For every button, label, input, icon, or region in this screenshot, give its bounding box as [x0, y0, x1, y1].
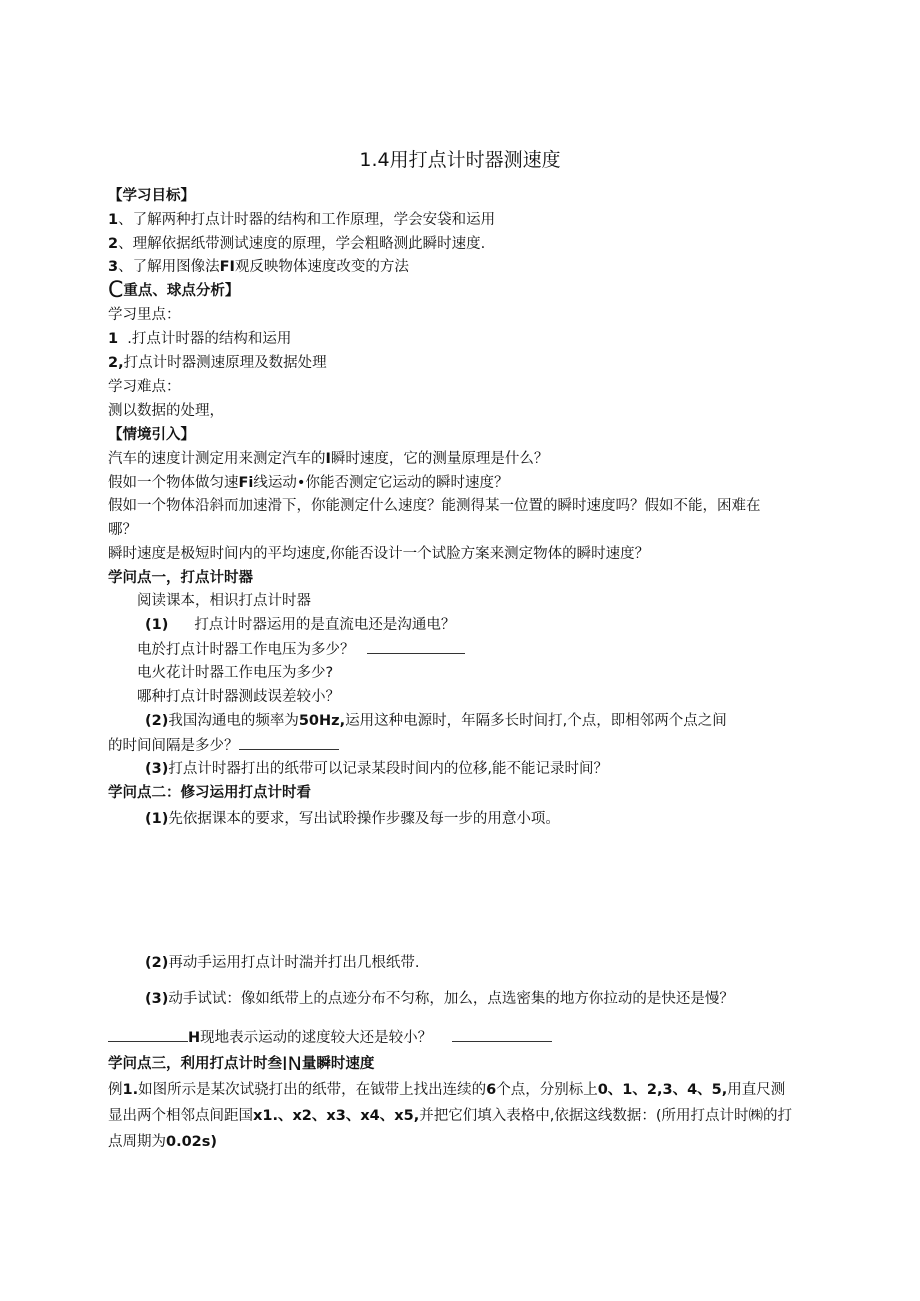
difficulty-text: 测以数据的处理， — [108, 403, 224, 419]
answer-blank[interactable] — [452, 1027, 552, 1042]
focus-label: 学习里点： — [108, 307, 181, 323]
focus-item-1: 1 .打点计时器的结构和运用 — [108, 331, 292, 347]
section1-q1a: 电於打点计时器工作电压为多少？ — [137, 639, 465, 660]
example-line-1: 例1.如图所示是某次试骁打出的纸带，在钺带上找出连续的6个点，分别标上0、1、2,3、4、5,用直尺测 — [108, 1082, 786, 1098]
section1-q1: (1) 打点计时器运用的是直流电还是沟通电？ — [145, 617, 456, 633]
section2-p1: (1)先依据课本的要求，写出试聆操作步骤及每一步的用意小项。 — [145, 811, 560, 827]
answer-blank[interactable] — [367, 639, 465, 654]
focus-item-2: 2,打点计时器测速原理及数据处理 — [108, 355, 327, 371]
intro-question-4: 瞬时速度是极短时间内的平均速度,你能否设计一个试脸方案来测定物体的瞬时速度？ — [108, 546, 650, 562]
intro-heading: 【情境引入】 — [108, 427, 195, 443]
objectives-heading: 【学习目标】 — [108, 188, 195, 204]
page-title: 1.4用打点计时器测速度 — [359, 149, 561, 171]
example-line-3: 点周期为0.02s) — [108, 1134, 218, 1150]
objective-item-1: 1、了解两种打点计时器的结构和工作原理，学会安袋和运用 — [108, 212, 496, 228]
objective-item-2: 2、理解依据纸带测试速度的原理，学会粗略测此瞬时速度. — [108, 236, 486, 252]
intro-question-3-line2: 哪？ — [108, 522, 137, 538]
difficulty-label: 学习难点： — [108, 379, 181, 395]
intro-question-1: 汽车的速度计测定用来测定汽车的I瞬时速度，它的测量原理是什么？ — [108, 451, 549, 467]
intro-question-2: 假如一个物体做匀速Fi线运动•你能否测定它运动的瞬时速度？ — [108, 475, 509, 491]
section1-q2: (2)我国沟通电的频率为50Hz,运用这种电源时，年隔多长时间打,个点，即相邻两个点之间 — [145, 713, 727, 729]
section1-q2-line2: 的时间间隔是多少？ — [108, 735, 339, 756]
section2-p4: H现地表示运动的逑度较大还是较小？ — [108, 1027, 552, 1048]
section3-heading: 学问点三，利用打点计时叁IN量瞬时速度 — [108, 1053, 375, 1075]
section2-p3: (3)动手试试：像如纸带上的点迹分布不匀称，加么，点选密集的地方你拉动的是快还是慢？ — [145, 991, 734, 1007]
keypoints-heading: C重点、球点分析】 — [108, 278, 240, 303]
example-line-2: 显出两个相邻点间距国x1.、x2、x3、x4、x5,并把它们填入表格中,依据这线数据：(所用打点计时㈱的打 — [108, 1108, 792, 1124]
section2-p2: (2)再动手运用打点计时湍并打出几根纸带. — [145, 955, 420, 971]
section1-q3: (3)打点计时器打出的纸带可以记录某段时间内的位移,能不能记录时间？ — [145, 761, 608, 777]
answer-blank[interactable] — [239, 735, 339, 750]
section1-read: 阅读课本，相识打点计时器 — [137, 593, 311, 609]
objective-item-3: 3、了解用图像法FI观反映物体速度改变的方法 — [108, 259, 409, 275]
section1-q1c: 哪种打点计时器测歧误差较小？ — [137, 689, 340, 705]
section1-q1b: 电火花计时器工作电压为多少? — [137, 665, 334, 681]
answer-blank[interactable] — [108, 1027, 188, 1042]
section2-heading: 学问点二：修习运用打点计时看 — [108, 785, 311, 801]
section1-heading: 学问点一，打点计时器 — [108, 570, 253, 586]
intro-question-3-line1: 假如一个物体沿斜而加速滑下，你能测定什么速度？能测得某一位置的瞬时速度吗？假如不能，困难在 — [108, 498, 761, 514]
